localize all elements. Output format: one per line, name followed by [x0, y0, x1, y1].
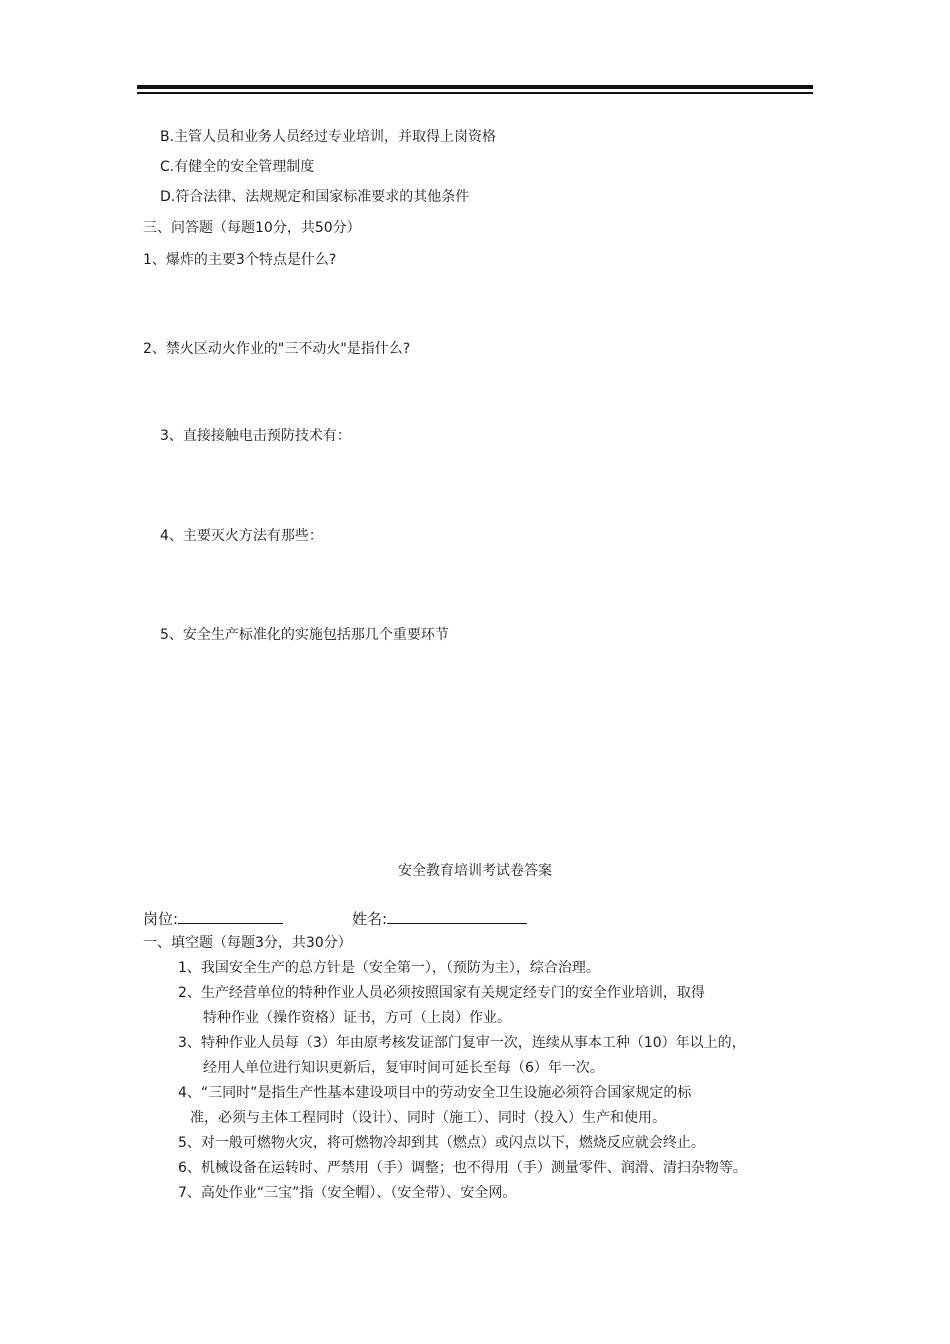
- section3-heading: 三、问答题（每题10分，共50分）: [143, 220, 361, 236]
- question-3: 3、直接接触电击预防技术有：: [160, 428, 351, 444]
- section1-heading: 一、填空题（每题3分，共30分）: [143, 935, 352, 951]
- name-field: [352, 908, 527, 929]
- header-rule-thin: [137, 92, 813, 94]
- post-field: [143, 908, 283, 929]
- fill-item-5: 5、对一般可燃物火灾，将可燃物冷却到其（燃点）或闪点以下，燃烧反应就会终止。: [178, 1135, 705, 1151]
- fill-item-7: 7、高处作业“三宝”指（安全帽）、（安全带）、安全网。: [178, 1185, 517, 1201]
- name-underline: [387, 909, 527, 924]
- post-label: 岗位:: [143, 910, 179, 928]
- post-underline: [178, 909, 283, 924]
- fill-item-2: 2、生产经营单位的特种作业人员必须按照国家有关规定经专门的安全作业培训，取得: [178, 985, 705, 1001]
- fill-item-4: 4、“三同时”是指生产性基本建设项目中的劳动安全卫生设施必须符合国家规定的标: [178, 1085, 692, 1101]
- name-label: 姓名:: [352, 910, 388, 928]
- fill-item-3-cont: 经用人单位进行知识更新后，复审时间可延长至每（6）年一次。: [203, 1060, 604, 1076]
- fill-item-4-cont: 准，必须与主体工程同时（设计）、同时（施工）、同时（投入）生产和使用。: [190, 1110, 666, 1126]
- question-5: 5、安全生产标准化的实施包括那几个重要环节: [160, 627, 449, 643]
- fill-item-1: 1、我国安全生产的总方针是（安全第一），（预防为主），综合治理。: [178, 960, 600, 976]
- fill-item-2-cont: 特种作业（操作资格）证书，方可（上岗）作业。: [203, 1010, 511, 1026]
- fill-item-6: 6、机械设备在运转时、严禁用（手）调整；也不得用（手）测量零件、润滑、清扫杂物等。: [178, 1160, 747, 1176]
- fill-item-3: 3、特种作业人员每（3）年由原考核发证部门复审一次，连续从事本工种（10）年以上的，: [178, 1035, 746, 1051]
- option-b: B.主管人员和业务人员经过专业培训，并取得上岗资格: [160, 129, 497, 145]
- answer-title: 安全教育培训考试卷答案: [398, 863, 552, 879]
- option-c: C.有健全的安全管理制度: [160, 159, 315, 175]
- header-rule-thick: [137, 85, 813, 89]
- question-2: 2、禁火区动火作业的"三不动火"是指什么?: [143, 341, 411, 357]
- question-4: 4、主要灭火方法有那些：: [160, 528, 323, 544]
- question-1: 1、爆炸的主要3个特点是什么?: [143, 252, 337, 268]
- option-d: D.符合法律、法规规定和国家标准要求的其他条件: [160, 189, 470, 205]
